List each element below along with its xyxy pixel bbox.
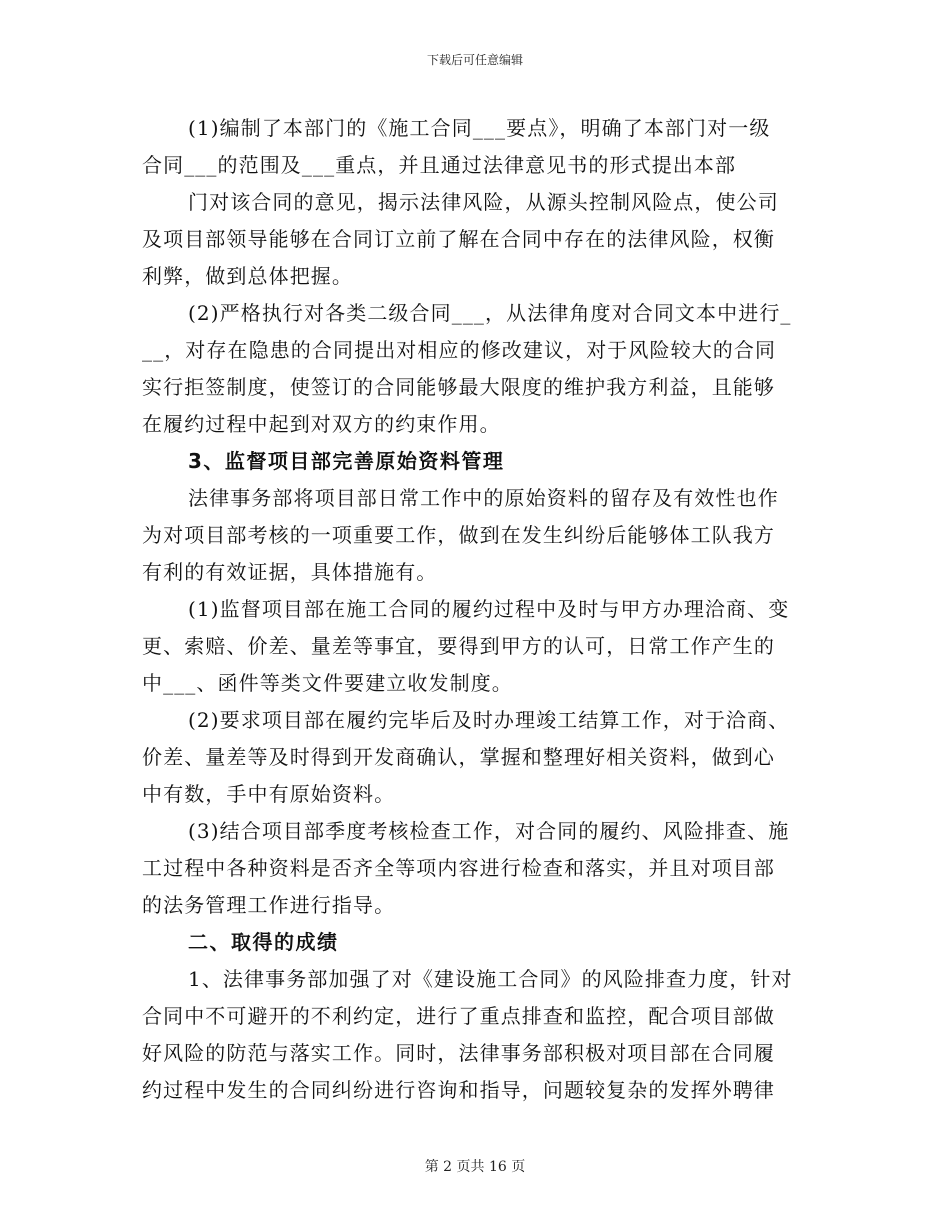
paragraph-line: 为对项目部考核的一项重要工作，做到在发生纠纷后能够体工队我方	[142, 523, 775, 547]
paragraph-line: (2)严格执行对各类二级合同___，从法律角度对合同文本中进行_	[188, 301, 792, 325]
paragraph-line: 及项目部领导能够在合同订立前了解在合同中存在的法律风险，权衡	[142, 227, 775, 251]
section-heading: 二、取得的成绩	[188, 930, 339, 954]
paragraph-line: 利弊，做到总体把握。	[142, 264, 353, 288]
paragraph-line: 价差、量差等及时得到开发商确认，掌握和整理好相关资料，做到心	[142, 745, 775, 769]
paragraph-line: 有利的有效证据，具体措施有。	[142, 560, 438, 584]
paragraph-line: 约过程中发生的合同纠纷进行咨询和指导，问题较复杂的发挥外聘律	[142, 1078, 775, 1102]
paragraph-line: 中有数，手中有原始资料。	[142, 782, 396, 806]
page-footer: 第 2 页共 16 页	[424, 1159, 526, 1175]
paragraph-line: __，对存在隐患的合同提出对相应的修改建议，对于风险较大的合同	[142, 338, 777, 362]
page-header: 下载后可任意编辑	[426, 53, 523, 67]
paragraph-line: (1)监督项目部在施工合同的履约过程中及时与甲方办理洽商、变	[188, 597, 790, 621]
paragraph-line: 工过程中各种资料是否齐全等项内容进行检查和落实，并且对项目部	[142, 856, 775, 880]
paragraph-line: 在履约过程中起到对双方的约束作用。	[142, 412, 501, 436]
paragraph-line: 的法务管理工作进行指导。	[142, 893, 396, 917]
paragraph-line: 实行拒签制度，使签订的合同能够最大限度的维护我方利益，且能够	[142, 375, 775, 399]
paragraph-line: (3)结合项目部季度考核检查工作，对合同的履约、风险排查、施	[188, 819, 790, 843]
paragraph-line: (1)编制了本部门的《施工合同___要点》，明确了本部门对一级	[188, 116, 771, 140]
paragraph-line: (2)要求项目部在履约完毕后及时办理竣工结算工作，对于洽商、	[188, 708, 790, 732]
document-body	[142, 110, 808, 1109]
paragraph-line: 1、法律事务部加强了对《建设施工合同》的风险排查力度，针对	[188, 967, 793, 991]
section-heading: 3、监督项目部完善原始资料管理	[188, 449, 505, 473]
paragraph-line: 中___、函件等类文件要建立收发制度。	[142, 671, 513, 695]
paragraph-line: 合同___的范围及___重点，并且通过法律意见书的形式提出本部	[142, 153, 737, 177]
paragraph-line: 门对该合同的意见，揭示法律风险，从源头控制风险点，使公司	[188, 190, 779, 214]
paragraph-line: 法律事务部将项目部日常工作中的原始资料的留存及有效性也作	[188, 486, 779, 510]
paragraph-line: 好风险的防范与落实工作。同时，法律事务部积极对项目部在合同履	[142, 1041, 775, 1065]
paragraph-line: 更、索赔、价差、量差等事宜，要得到甲方的认可，日常工作产生的	[142, 634, 775, 658]
paragraph-line: 合同中不可避开的不利约定，进行了重点排查和监控，配合项目部做	[142, 1004, 775, 1028]
